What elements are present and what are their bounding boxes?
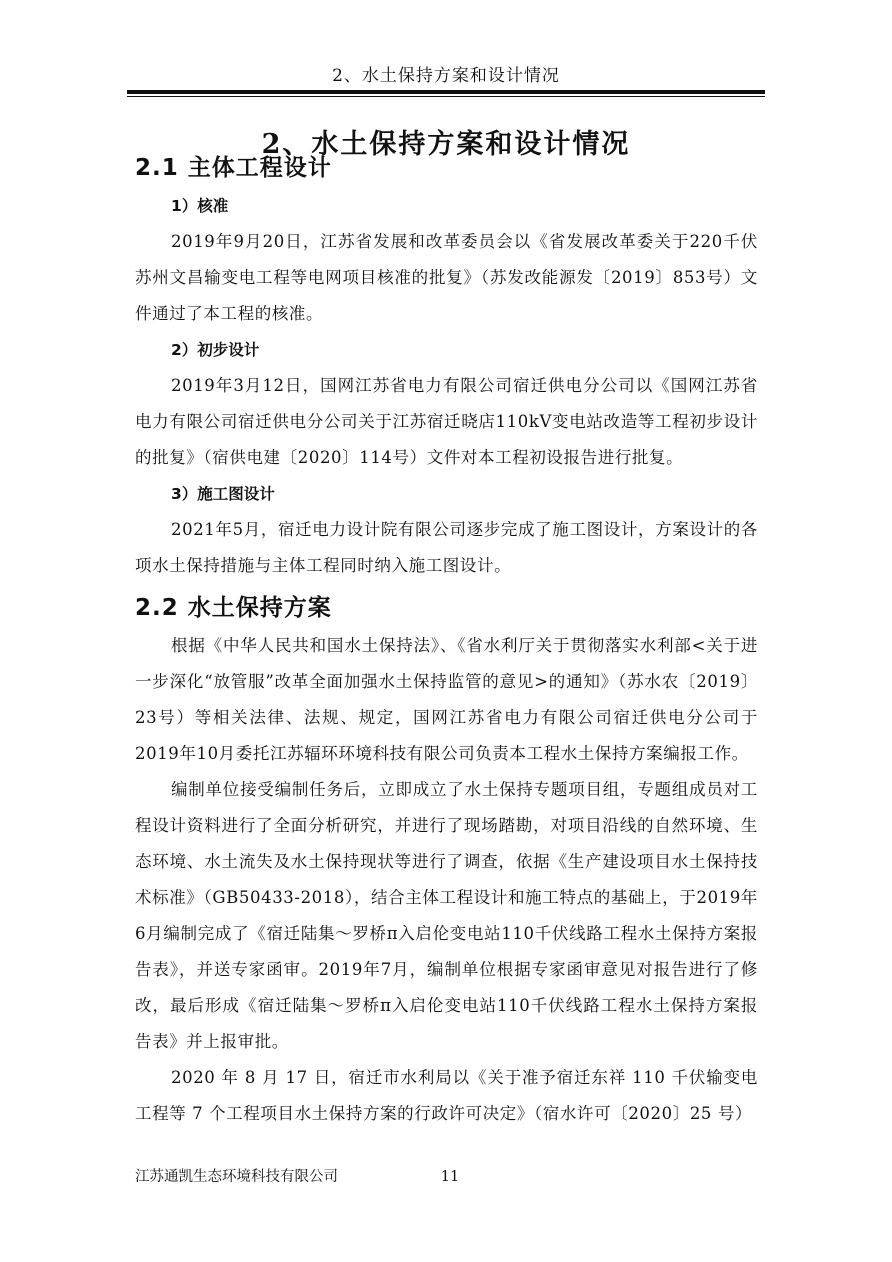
subsection-construction-drawing-text: 2021年5月，宿迁电力设计院有限公司逐步完成了施工图设计，方案设计的各项水土保持措施与主体工程同时纳入施工图设计。 [135, 520, 758, 575]
subsection-preliminary-design-text: 2019年3月12日，国网江苏省电力有限公司宿迁供电分公司以《国网江苏省电力有限公司宿迁供电分公司关于江苏宿迁晓店110kV变电站改造等工程初步设计的批复》（宿供电建〔2020〕114号）文件对本工程初设报告进行批复。 [135, 376, 758, 467]
section-2-2-paragraph-3: 2020 年 8 月 17 日，宿迁市水利局以《关于准予宿迁东祥 110 千伏输变电工程等 7 个工程项目水土保持方案的行政许可决定》（宿水许可〔2020〕25 号） [135, 1068, 758, 1123]
section-2-2-paragraph-2: 编制单位接受编制任务后，立即成立了水土保持专题项目组，专题组成员对工程设计资料进行了全面分析研究，并进行了现场踏勘，对项目沿线的自然环境、生态环境、水土流失及水土保持现状等进行了调查，依据《生产建设项目水土保持技术标准》（GB50433-2018），结合主体工程设计和施工特点的基础上，于2019年6月编制完成了《宿迁陆集～罗桥π入启伦变电站110千伏线路工程水土保持方案报告表》，并送专家函审。2019年7月，编制单位根据专家函审意见对报告进行了修改，最后形成《宿迁陆集～罗桥π入启伦变电站110千伏线路工程水土保持方案报告表》并上报审批。 [135, 780, 758, 1051]
subsection-construction-drawing-heading: 3）施工图设计 [171, 485, 275, 503]
running-header: 2、水土保持方案和设计情况 [332, 66, 560, 86]
subsection-approval-text: 2019年9月20日，江苏省发展和改革委员会以《省发展改革委关于220千伏苏州文昌输变电工程等电网项目核准的批复》（苏发改能源发〔2019〕853号）文件通过了本工程的核准。 [135, 232, 758, 323]
section-2-1-heading: 2.1 主体工程设计 [135, 155, 332, 181]
header-rule-thin [127, 96, 765, 97]
subsection-preliminary-design-heading: 2）初步设计 [171, 341, 260, 359]
footer-company: 江苏通凯生态环境科技有限公司 [135, 1169, 338, 1185]
section-2-2-heading: 2.2 水土保持方案 [135, 595, 332, 621]
page-body [135, 148, 758, 1132]
subsection-approval-heading: 1）核准 [171, 197, 229, 215]
chapter-title: 2、水土保持方案和设计情况 [261, 129, 631, 161]
page-number: 11 [440, 1169, 460, 1185]
header-rule-thick [127, 90, 765, 94]
section-2-2-paragraph-1: 根据《中华人民共和国水土保持法》、《省水利厅关于贯彻落实水利部<关于进一步深化“放管服”改革全面加强水土保持监管的意见>的通知》（苏水农〔2019〕23号）等相关法律、法规、规定，国网江苏省电力有限公司宿迁供电分公司于2019年10月委托江苏辐环环境科技有限公司负责本工程水土保持方案编报工作。 [135, 636, 758, 763]
